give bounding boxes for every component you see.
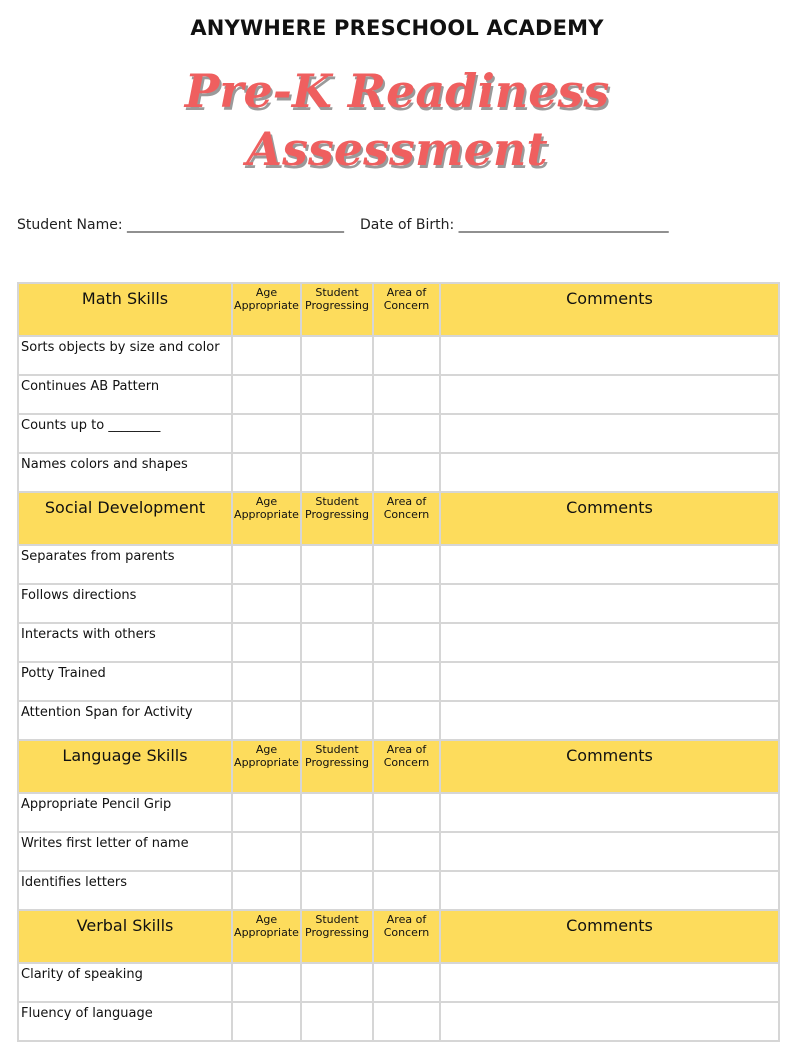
table-row xyxy=(18,375,779,414)
age-appropriate-cell[interactable] xyxy=(232,793,301,832)
area-of-concern-cell[interactable] xyxy=(373,584,440,623)
area-of-concern-cell[interactable] xyxy=(373,832,440,871)
age-appropriate-cell[interactable] xyxy=(232,623,301,662)
age-appropriate-cell[interactable] xyxy=(232,336,301,375)
age-appropriate-cell[interactable] xyxy=(232,1002,301,1041)
student-progressing-cell[interactable] xyxy=(301,793,373,832)
age-appropriate-header-line1: Age xyxy=(255,743,278,756)
comments-header: Comments xyxy=(440,740,779,793)
age-appropriate-cell[interactable] xyxy=(232,453,301,492)
area-of-concern-header-line2: Concern xyxy=(383,756,430,769)
skill-label: Writes first letter of name xyxy=(18,832,232,871)
comments-header: Comments xyxy=(440,283,779,336)
student-progressing-header xyxy=(301,283,373,336)
table-row xyxy=(18,336,779,375)
comments-cell[interactable] xyxy=(440,584,779,623)
table-row xyxy=(18,414,779,453)
student-progressing-cell[interactable] xyxy=(301,623,373,662)
area-of-concern-header-line2: Concern xyxy=(383,299,430,312)
area-of-concern-cell[interactable] xyxy=(373,793,440,832)
skill-label: Continues AB Pattern xyxy=(18,375,232,414)
student-progressing-header-line2: Progressing xyxy=(305,508,369,521)
area-of-concern-cell[interactable] xyxy=(373,375,440,414)
comments-cell[interactable] xyxy=(440,545,779,584)
table-row xyxy=(18,545,779,584)
area-of-concern-cell[interactable] xyxy=(373,414,440,453)
age-appropriate-header xyxy=(232,283,301,336)
skill-label: Follows directions xyxy=(18,584,232,623)
area-of-concern-header-line1: Area of xyxy=(386,495,427,508)
section-title: Math Skills xyxy=(18,283,232,336)
comments-cell[interactable] xyxy=(440,623,779,662)
student-progressing-header-line2: Progressing xyxy=(305,926,369,939)
skill-label: Interacts with others xyxy=(18,623,232,662)
area-of-concern-header-line2: Concern xyxy=(383,926,430,939)
student-progressing-header xyxy=(301,910,373,963)
student-progressing-cell[interactable] xyxy=(301,701,373,740)
student-progressing-header-line1: Student xyxy=(315,286,359,299)
age-appropriate-cell[interactable] xyxy=(232,375,301,414)
date-of-birth-field[interactable]: Date of Birth: ______________________________ xyxy=(360,217,669,233)
age-appropriate-cell[interactable] xyxy=(232,584,301,623)
comments-cell[interactable] xyxy=(440,701,779,740)
area-of-concern-cell[interactable] xyxy=(373,701,440,740)
school-name: ANYWHERE PRESCHOOL ACADEMY xyxy=(190,16,604,40)
student-progressing-header xyxy=(301,740,373,793)
student-progressing-cell[interactable] xyxy=(301,1002,373,1041)
comments-cell[interactable] xyxy=(440,871,779,910)
student-progressing-cell[interactable] xyxy=(301,414,373,453)
area-of-concern-header-line1: Area of xyxy=(386,913,427,926)
student-progressing-cell[interactable] xyxy=(301,963,373,1002)
area-of-concern-header xyxy=(373,283,440,336)
comments-cell[interactable] xyxy=(440,453,779,492)
student-progressing-header-line2: Progressing xyxy=(305,756,369,769)
skill-label: Potty Trained xyxy=(18,662,232,701)
age-appropriate-header xyxy=(232,910,301,963)
table-row xyxy=(18,1002,779,1041)
skill-label: Clarity of speaking xyxy=(18,963,232,1002)
student-progressing-cell[interactable] xyxy=(301,662,373,701)
student-progressing-cell[interactable] xyxy=(301,584,373,623)
age-appropriate-cell[interactable] xyxy=(232,545,301,584)
area-of-concern-cell[interactable] xyxy=(373,336,440,375)
skill-label: Attention Span for Activity xyxy=(18,701,232,740)
area-of-concern-cell[interactable] xyxy=(373,871,440,910)
age-appropriate-header-line1: Age xyxy=(255,913,278,926)
student-progressing-header xyxy=(301,492,373,545)
age-appropriate-header-line2: Appropriate xyxy=(234,756,299,769)
age-appropriate-header-line2: Appropriate xyxy=(234,926,299,939)
section-title: Social Development xyxy=(18,492,232,545)
table-row xyxy=(18,832,779,871)
comments-cell[interactable] xyxy=(440,793,779,832)
skill-label: Separates from parents xyxy=(18,545,232,584)
student-progressing-header-line2: Progressing xyxy=(305,299,369,312)
student-progressing-header-line1: Student xyxy=(315,495,359,508)
student-progressing-cell[interactable] xyxy=(301,375,373,414)
section-title: Language Skills xyxy=(18,740,232,793)
area-of-concern-header xyxy=(373,910,440,963)
area-of-concern-header xyxy=(373,740,440,793)
comments-header: Comments xyxy=(440,910,779,963)
area-of-concern-header-line2: Concern xyxy=(383,508,430,521)
skill-label: Sorts objects by size and color xyxy=(18,336,232,375)
age-appropriate-cell[interactable] xyxy=(232,871,301,910)
comments-cell[interactable] xyxy=(440,963,779,1002)
student-progressing-cell[interactable] xyxy=(301,453,373,492)
student-progressing-cell[interactable] xyxy=(301,871,373,910)
student-progressing-cell[interactable] xyxy=(301,545,373,584)
age-appropriate-header xyxy=(232,492,301,545)
student-progressing-header-line1: Student xyxy=(315,743,359,756)
area-of-concern-header xyxy=(373,492,440,545)
section-header-row xyxy=(18,283,779,336)
section-title: Verbal Skills xyxy=(18,910,232,963)
table-row xyxy=(18,623,779,662)
comments-cell[interactable] xyxy=(440,832,779,871)
table-row xyxy=(18,453,779,492)
skill-label: Identifies letters xyxy=(18,871,232,910)
age-appropriate-cell[interactable] xyxy=(232,662,301,701)
area-of-concern-cell[interactable] xyxy=(373,623,440,662)
age-appropriate-header-line1: Age xyxy=(255,495,278,508)
comments-cell[interactable] xyxy=(440,1002,779,1041)
skill-label: Appropriate Pencil Grip xyxy=(18,793,232,832)
table-row xyxy=(18,662,779,701)
age-appropriate-header-line1: Age xyxy=(255,286,278,299)
comments-header: Comments xyxy=(440,492,779,545)
age-appropriate-cell[interactable] xyxy=(232,963,301,1002)
table-row xyxy=(18,584,779,623)
area-of-concern-header-line1: Area of xyxy=(386,743,427,756)
table-row xyxy=(18,793,779,832)
age-appropriate-header-line2: Appropriate xyxy=(234,508,299,521)
student-name-field[interactable]: Student Name: _______________________________ xyxy=(17,217,345,233)
area-of-concern-cell[interactable] xyxy=(373,545,440,584)
student-progressing-cell[interactable] xyxy=(301,336,373,375)
area-of-concern-cell[interactable] xyxy=(373,453,440,492)
comments-cell[interactable] xyxy=(440,336,779,375)
age-appropriate-header-line2: Appropriate xyxy=(234,299,299,312)
student-progressing-header-line1: Student xyxy=(315,913,359,926)
area-of-concern-cell[interactable] xyxy=(373,1002,440,1041)
area-of-concern-header-line1: Area of xyxy=(386,286,427,299)
age-appropriate-cell[interactable] xyxy=(232,701,301,740)
section-header-row xyxy=(18,492,779,545)
skill-label: Names colors and shapes xyxy=(18,453,232,492)
skill-label: Fluency of language xyxy=(18,1002,232,1041)
table-row xyxy=(18,701,779,740)
age-appropriate-cell[interactable] xyxy=(232,832,301,871)
table-row xyxy=(18,871,779,910)
section-header-row xyxy=(18,740,779,793)
area-of-concern-cell[interactable] xyxy=(373,963,440,1002)
comments-cell[interactable] xyxy=(440,662,779,701)
table-row xyxy=(18,963,779,1002)
student-info-fields xyxy=(17,217,777,233)
assessment-table xyxy=(17,282,780,1042)
comments-cell[interactable] xyxy=(440,414,779,453)
section-header-row xyxy=(18,910,779,963)
page-title-line2: Assessment xyxy=(246,122,548,176)
comments-cell[interactable] xyxy=(440,375,779,414)
age-appropriate-header xyxy=(232,740,301,793)
age-appropriate-cell[interactable] xyxy=(232,414,301,453)
student-progressing-cell[interactable] xyxy=(301,832,373,871)
area-of-concern-cell[interactable] xyxy=(373,662,440,701)
skill-label: Counts up to ________ xyxy=(18,414,232,453)
page-title-line1: Pre-K Readiness xyxy=(184,64,610,118)
